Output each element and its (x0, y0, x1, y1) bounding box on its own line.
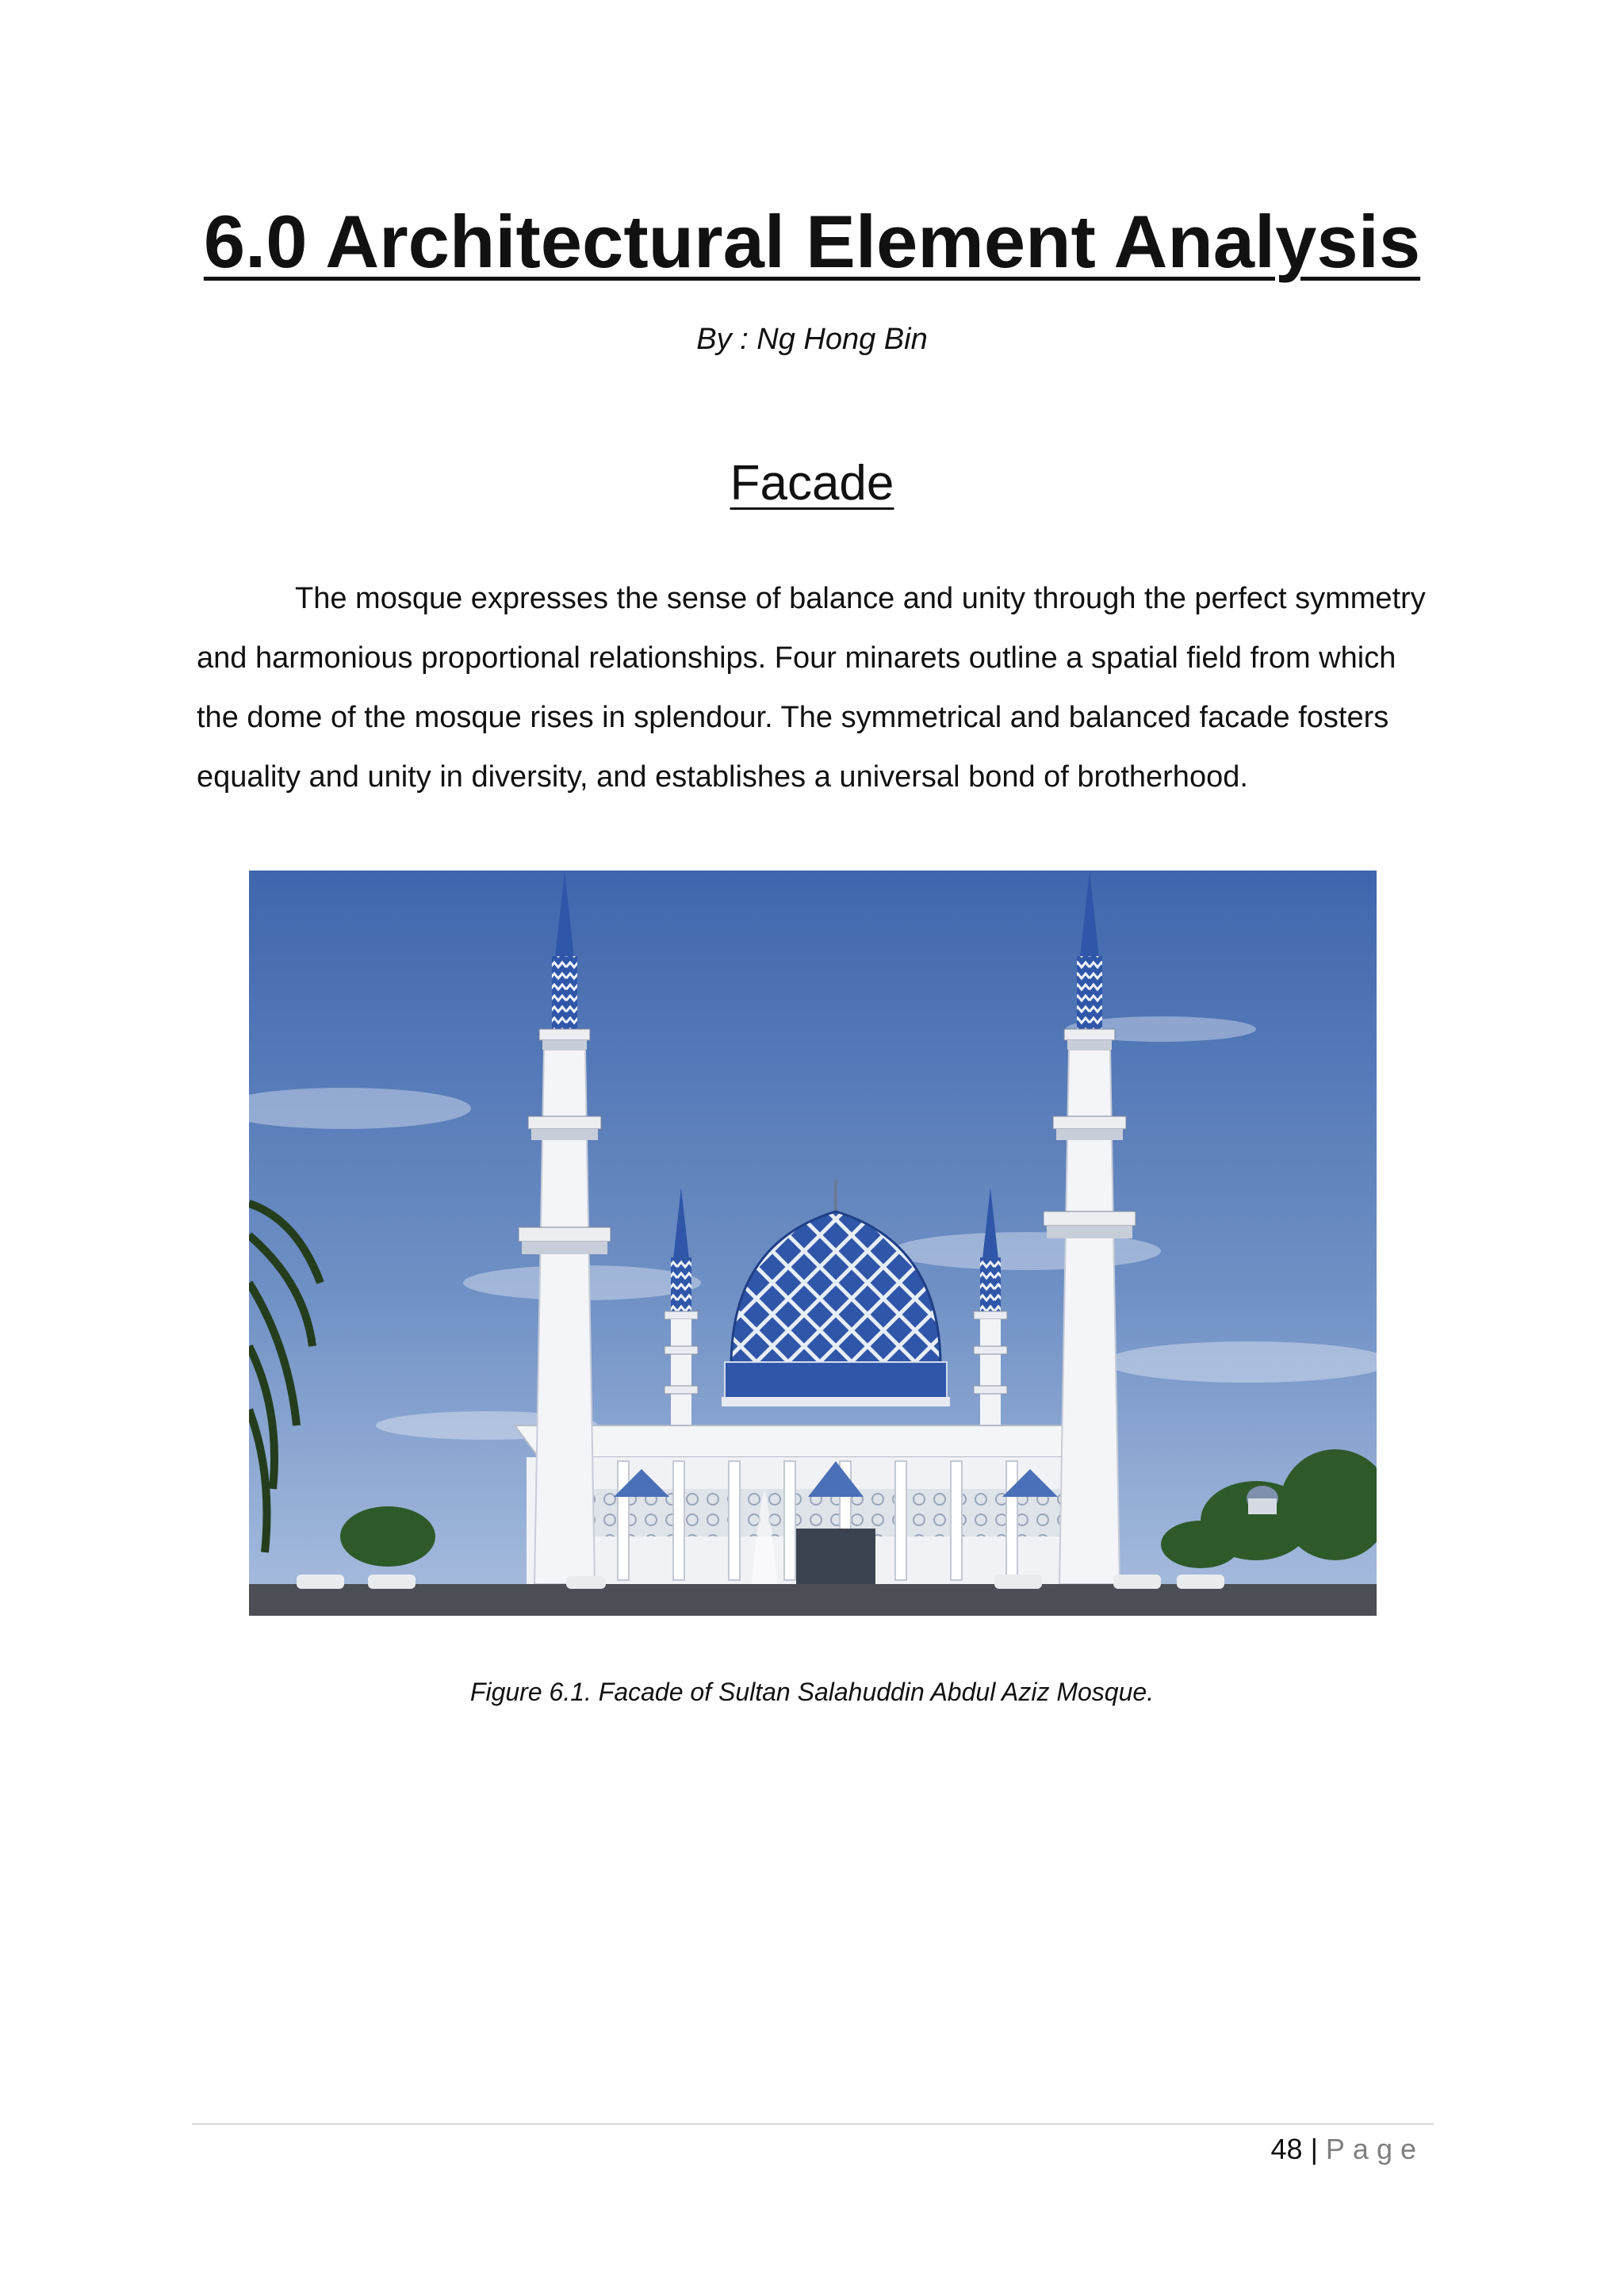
section-heading (0, 450, 1624, 517)
page-title (0, 194, 1624, 289)
page-label: Page (1325, 2133, 1424, 2165)
page-footer (1271, 2130, 1424, 2169)
page-number: 48 (1270, 2133, 1303, 2165)
section-heading-text: Facade (730, 456, 894, 511)
body-paragraph: The mosque expresses the sense of balance and unity through the perfect symmetry and harmonious proportional relationships. Four minarets outline a spatial field from which the dome of the mosque rises in splendour. The symmetrical and balanced facade fosters equality and unity in diversity, and establishes a universal bond of brotherhood. (197, 582, 1426, 794)
figure-caption: Figure 6.1. Facade of Sultan Salahuddin Abdul Aziz Mosque. (469, 1678, 1155, 1706)
footer-separator: | (1310, 2133, 1318, 2165)
author-line: By : Ng Hong Bin (696, 323, 928, 356)
footer-divider (192, 2123, 1434, 2125)
page-title-text: 6.0 Architectural Element Analysis (203, 200, 1421, 283)
distant-dome (1247, 1486, 1278, 1514)
mosque-photo (249, 871, 1377, 1616)
